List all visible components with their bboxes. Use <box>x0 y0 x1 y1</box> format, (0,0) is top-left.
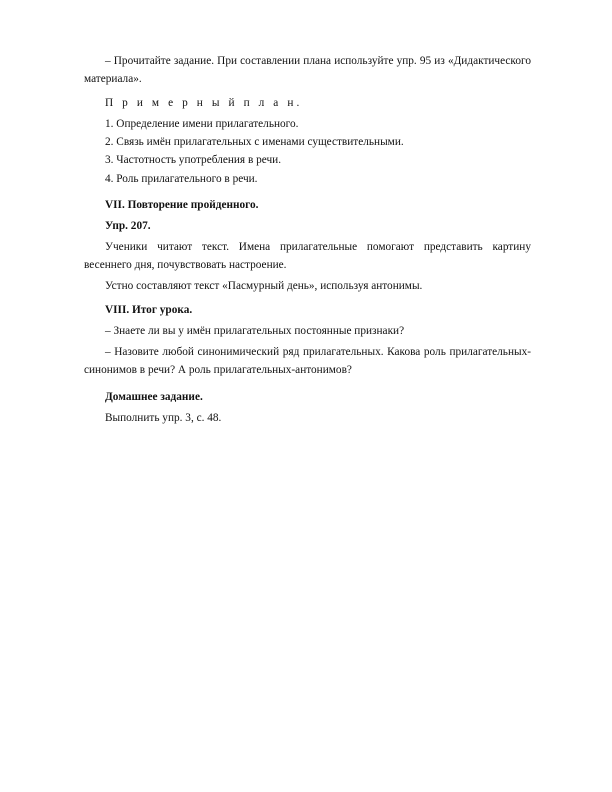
intro-paragraph: – Прочитайте задание. При составлении плана используйте упр. 95 из «Дидактического материала». <box>84 55 531 86</box>
list-item: 2. Связь имён прилагательных с именами существительными. <box>105 136 404 149</box>
question-two: – Назовите любой синонимический ряд прилагательных. Какова роль прилагательных-синонимов в речи? А роль прилагательных-антонимов? <box>84 346 531 377</box>
question-one: – Знаете ли вы у имён прилагательных постоянные признаки? <box>105 325 405 338</box>
list-item: 1. Определение имени прилагательного. <box>105 118 299 131</box>
oral-task: Устно составляют текст «Пасмурный день», используя антонимы. <box>105 280 423 293</box>
homework-heading: Домашнее задание. <box>105 390 203 403</box>
section-heading-vii: VII. Повторение пройденного. <box>105 198 259 211</box>
homework-task: Выполнить упр. 3, с. 48. <box>105 411 222 424</box>
list-item: 3. Частотность употребления в речи. <box>105 154 282 167</box>
spacer <box>84 380 531 388</box>
spacer <box>84 188 531 196</box>
section-heading-viii: VIII. Итог урока. <box>105 304 193 317</box>
exercise-description: Ученики читают текст. Имена прилагательные помогают представить картину весеннего дня, почувствовать настроение. <box>84 240 531 271</box>
list-item: 4. Роль прилагательного в речи. <box>105 172 258 185</box>
page-content <box>84 52 531 427</box>
exercise-label: Упр. 207. <box>105 219 151 232</box>
plan-heading: П р и м е р н ы й п л а н. <box>105 97 303 110</box>
